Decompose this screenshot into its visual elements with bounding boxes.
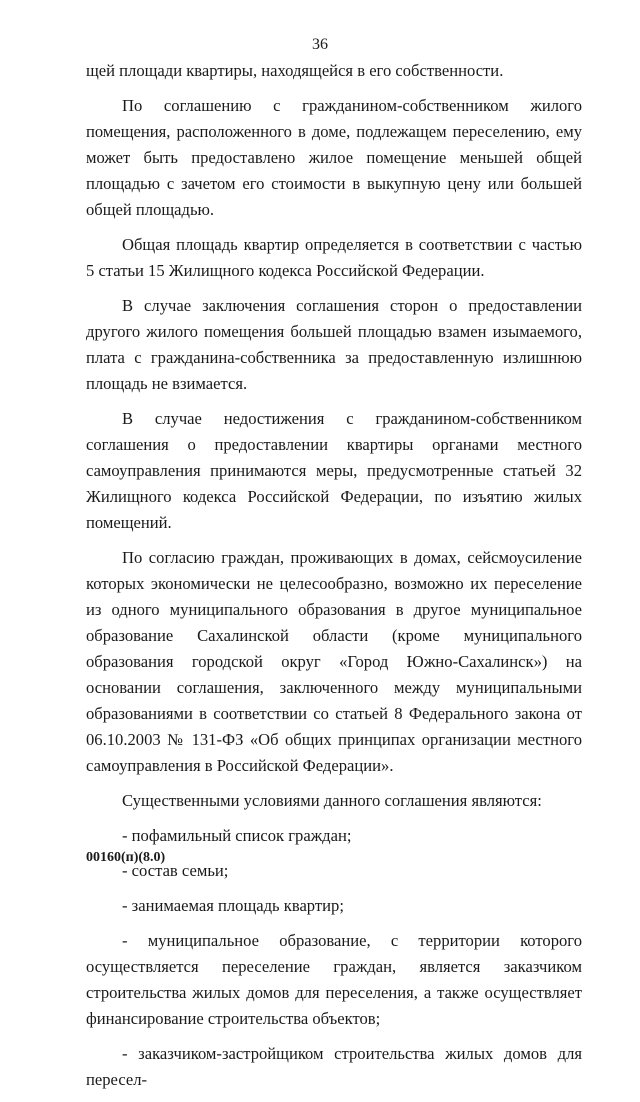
list-item: - муниципальное образование, с территории которого осуществляется переселение граждан, является заказчиком строительства жилых домов для переселения, а также осуществляет финансирование строительства объектов; (86, 931, 582, 1028)
list-item: - занимаемая площадь квартир; (122, 896, 344, 915)
paragraph: В случае недостижения с гражданином-собственником соглашения о предоставлении квартиры органами местного самоуправления принимаются меры, предусмотренные статьей 32 Жилищного кодекса Российской Федерации, по изъятию жилых помещений. (86, 409, 582, 532)
list-item: - состав семьи; (122, 861, 229, 880)
paragraph: В случае заключения соглашения сторон о предоставлении другого жилого помещения большей площадью взамен изымаемого, плата с гражданина-собственника за предоставленную излишнюю площадь не взимается. (86, 296, 582, 393)
document-body (86, 58, 582, 1102)
list-item: - заказчиком-застройщиком строительства жилых домов для пересел- (86, 1044, 582, 1089)
paragraph: По согласию граждан, проживающих в домах, сейсмоусиление которых экономически не целесообразно, возможно их переселение из одного муниципального образования в другое муниципальное образование Сахалинской области (кроме муниципального образования городской округ «Город Южно-Сахалинск») на основании соглашения, заключенного между муниципальными образованиями в соответствии со статьей 8 Федерального закона от 06.10.2003 № 131-ФЗ «Об общих принципах организации местного самоуправления в Российской Федерации». (86, 548, 582, 775)
list-item: - пофамильный список граждан; (122, 826, 352, 845)
paragraph: По соглашению с гражданином-собственником жилого помещения, расположенного в доме, подлежащем переселению, ему может быть предоставлено жилое помещение меньшей общей площадью с зачетом его стоимости в выкупную цену или большей общей площадью. (86, 96, 582, 219)
paragraph: щей площади квартиры, находящейся в его собственности. (86, 61, 504, 80)
document-code: 00160(п)(8.0) (86, 850, 166, 865)
page-number: 36 (312, 36, 328, 53)
paragraph: Существенными условиями данного соглашения являются: (122, 791, 542, 810)
paragraph: Общая площадь квартир определяется в соответствии с частью 5 статьи 15 Жилищного кодекса Российской Федерации. (86, 235, 582, 280)
